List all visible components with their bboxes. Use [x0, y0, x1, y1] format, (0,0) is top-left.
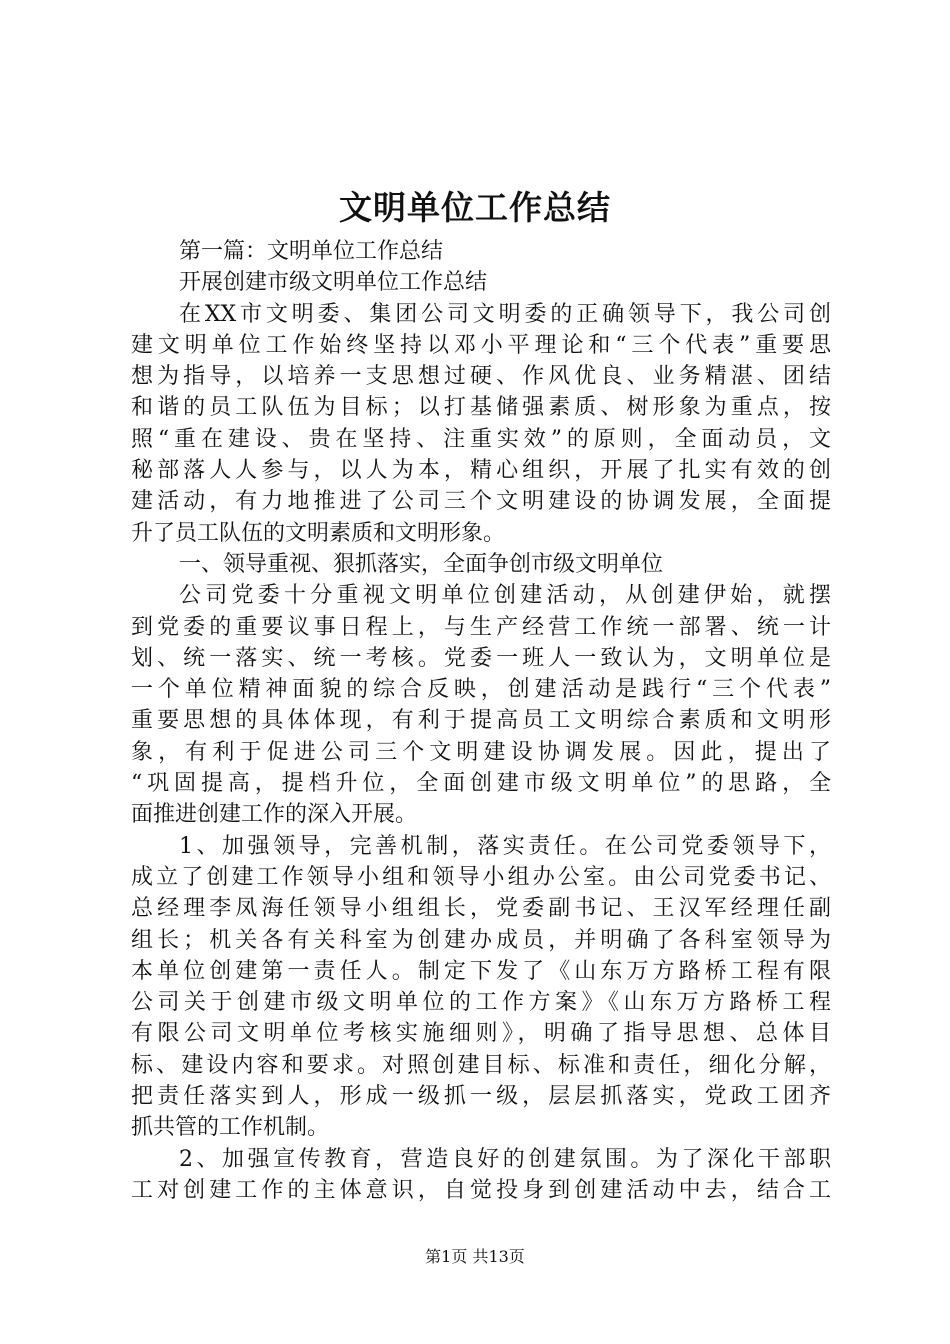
text-line: 和谐的员工队伍为目标；以打基储强素质、树形象为重点，按: [131, 395, 831, 421]
text-line: 想为指导，以培养一支思想过硬、作风优良、业务精湛、团结: [131, 364, 831, 390]
text-line: 升了员工队伍的文明素质和文明形象。: [131, 520, 506, 546]
text-line: 1、加强领导，完善机制，落实责任。在公司党委领导下，: [179, 833, 831, 859]
document-body: [131, 236, 831, 1206]
text-line: 重要思想的具体体现，有利于提高员工文明综合素质和文明形: [131, 708, 831, 734]
text-line: 组长；机关各有关科室为创建办成员，并明确了各科室领导为: [131, 927, 831, 953]
text-line: 建文明单位工作始终坚持以邓小平理论和“三个代表”重要思: [131, 332, 831, 358]
text-line: 一、领导重视、狠抓落实，全面争创市级文明单位: [179, 551, 664, 577]
text-line: 建活动，有力地推进了公司三个文明建设的协调发展，全面提: [131, 489, 831, 515]
text-line: 公司党委十分重视文明单位创建活动，从创建伊始，就摆: [179, 583, 831, 609]
text-line: 标、建设内容和要求。对照创建目标、标准和责任，细化分解，: [131, 1052, 831, 1078]
text-line: 成立了创建工作领导小组和领导小组办公室。由公司党委书记、: [131, 864, 831, 890]
text-line: 有限公司文明单位考核实施细则》，明确了指导思想、总体目: [131, 1021, 831, 1047]
text-line: 把责任落实到人，形成一级抓一级，层层抓落实，党政工团齐: [131, 1084, 831, 1110]
text-line: 总经理李凤海任领导小组组长，党委副书记、王汉军经理任副: [131, 896, 831, 922]
text-line: 公司关于创建市级文明单位的工作方案》《山东万方路桥工程: [131, 990, 831, 1016]
text-line: 一个单位精神面貌的综合反映，创建活动是践行“三个代表”: [131, 677, 831, 703]
text-line: 2、加强宣传教育，营造良好的创建氛围。为了深化干部职: [179, 1146, 831, 1172]
text-line: 到党委的重要议事日程上，与生产经营工作统一部署、统一计: [131, 614, 831, 640]
text-line: “巩固提高，提档升位，全面创建市级文明单位”的思路，全: [131, 771, 831, 797]
text-line: 第一篇：文明单位工作总结: [179, 239, 444, 264]
text-line: 秘部落人人参与，以人为本，精心组织，开展了扎实有效的创: [131, 458, 831, 484]
page-footer: 第1页 共13页: [425, 1247, 525, 1266]
text-line: 象，有利于促进公司三个文明建设协调发展。因此，提出了: [131, 739, 831, 765]
text-line: 面推进创建工作的深入开展。: [131, 802, 418, 828]
text-line: 开展创建市级文明单位工作总结: [179, 270, 488, 296]
text-line: 照“重在建设、贵在坚持、注重实效”的原则，全面动员，文: [131, 426, 831, 452]
text-line: 抓共管的工作机制。: [131, 1115, 330, 1141]
text-line: 本单位创建第一责任人。制定下发了《山东万方路桥工程有限: [131, 958, 831, 984]
text-line: 工对创建工作的主体意识，自觉投身到创建活动中去，结合工: [131, 1177, 831, 1203]
text-line: 划、统一落实、统一考核。党委一班人一致认为，文明单位是: [131, 645, 831, 671]
text-line: 在XX市文明委、集团公司文明委的正确领导下，我公司创: [179, 301, 831, 327]
document-title: 文明单位工作总结: [339, 188, 611, 227]
